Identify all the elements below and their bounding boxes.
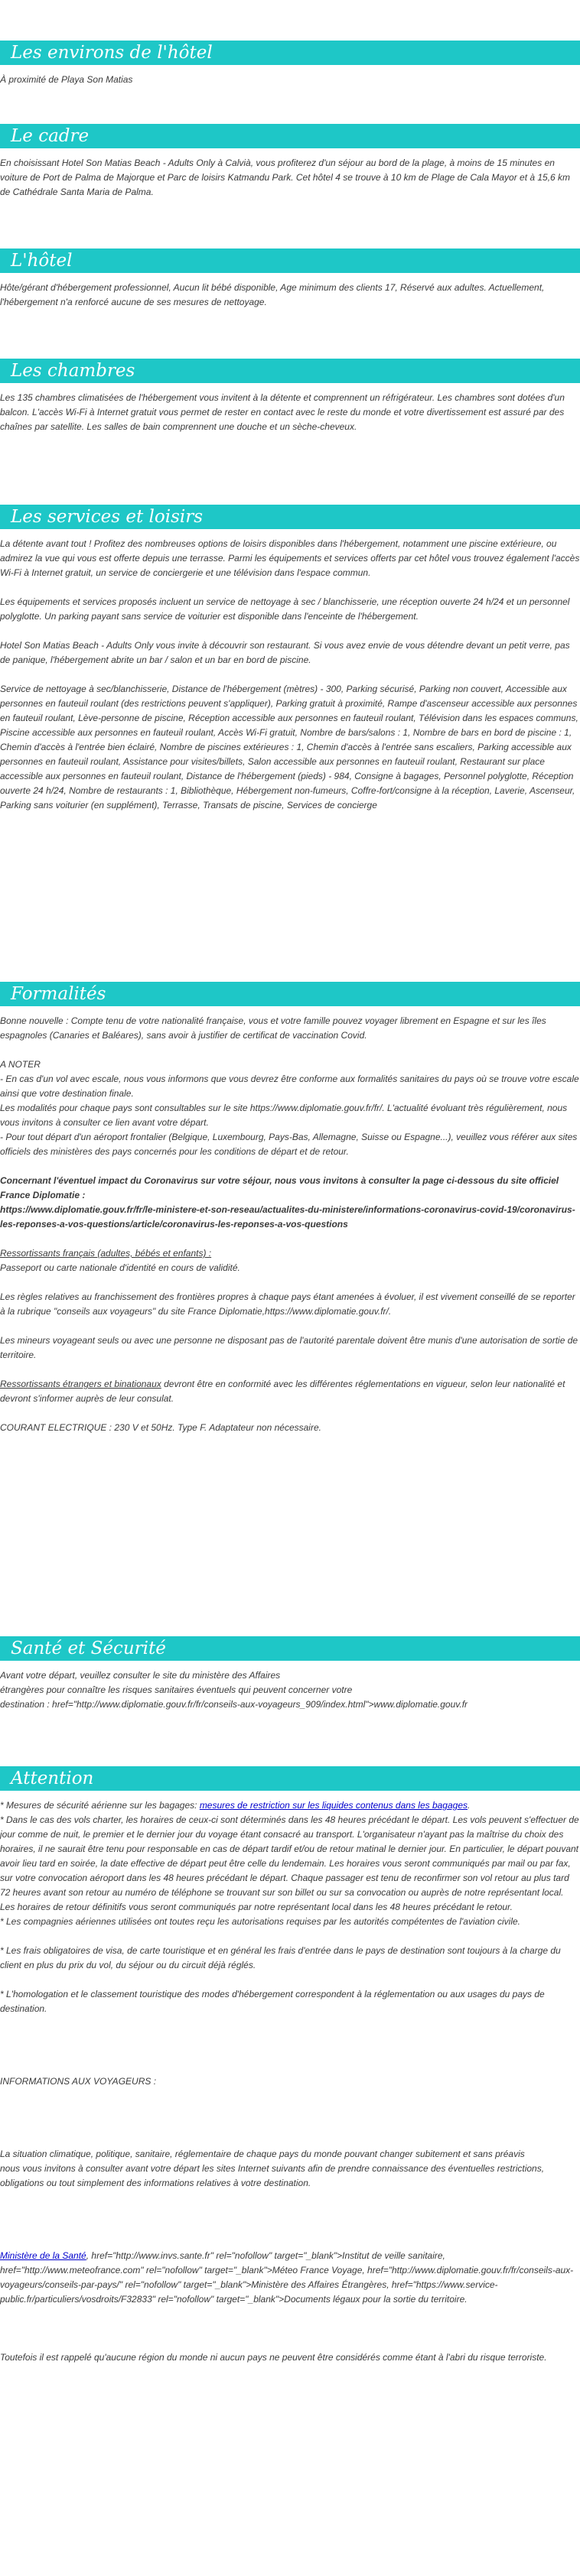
ministere-links (0, 2249, 580, 2307)
section-title: Les chambres (0, 359, 580, 383)
section-title: Santé et Sécurité (0, 1636, 580, 1661)
section-title: Les services et loisirs (0, 505, 580, 529)
attention-frais: * Les frais obligatoires de visa, de carte touristique et en général les frais d'entrée dans le pays de destination sont toujours à la charge du client en plus du prix du vol, du séjour ou du circuit déjà réglés. (0, 1945, 561, 1970)
securite-prefix: * Mesures de sécurité aérienne sur les bagages: (0, 1800, 200, 1811)
ministere-links-text: , href="http://www.invs.sante.fr" rel="nofollow" target="_blank">Institut de veille sanitaire, href="http://www.meteofrance.com" rel="nofollow" target="_blank">Méteo France Voyage, href="http://www.diplomatie.gouv.fr/fr/conseils-aux-voyageurs/conseils-par-pays/" rel="nofollow" target="_blank">Ministère des Affaires Étrangères, href="https://www.service-public.fr/particuliers/vosdroits/F32833" rel="nofollow" target="_blank">Documents légaux pour la sortie du territoire. (0, 2250, 574, 2305)
ressortissants-francais-text: Passeport ou carte nationale d'identité en cours de validité. (0, 1262, 240, 1273)
section-sante (0, 1636, 580, 1712)
situation-text: La situation climatique, politique, sanitaire, réglementaire de chaque pays du monde pouvant changer subitement et sans préavis nous vous invitons à consulter avant votre départ les sites Internet suivants afin de prendre connaissance des éventuelles restrictions, obligations ou tout simplement des informations relatives à votre destination. (0, 2149, 545, 2188)
section-text: À proximité de Playa Son Matias (0, 74, 133, 85)
a-noter-text: - En cas d'un vol avec escale, nous vous informons que vous devrez être conforme aux formalités sanitaires du pays où se trouve votre escale ainsi que votre destination finale. Les modalités pour chaque pays sont consultables sur le site https://www.diplomatie.gouv.fr/fr/. L'actualité évoluant très régulièrement, nous vous invitons à consulter ce lien avant votre départ. - Pour tout départ d'un aéroport frontalier (Belgique, Luxembourg, Pays-Bas, Allemagne, Suisse ou Espagne...), veuillez vous référer aux sites officiels des ministères des pays concernés pour les conditions de départ et de retour. (0, 1074, 579, 1157)
mineurs-notice: Les mineurs voyageant seuls ou avec une personne ne disposant pas de l'autorité parentale doivent être munis d'une autorisation de sortie de territoire. (0, 1335, 578, 1360)
ressortissants-etrangers (0, 1377, 580, 1406)
informations-voyageurs-heading: INFORMATIONS AUX VOYAGEURS : (0, 2076, 157, 2087)
services-paragraph-3: Hotel Son Matias Beach - Adults Only vous invite à découvrir son restaurant. Si vous avez envie de vous détendre devant un petit verre, pas de panique, l'hébergement abrite un bar / salon et un bar en bord de piscine. (0, 640, 570, 665)
section-hotel (0, 249, 580, 310)
section-title: Le cadre (0, 124, 580, 148)
ministere-sante-link[interactable]: Ministère de la Santé (0, 2250, 86, 2261)
courant-electrique: COURANT ELECTRIQUE : 230 V et 50Hz. Type F. Adaptateur non nécessaire. (0, 1422, 321, 1433)
attention-vols (0, 1798, 580, 1929)
ressortissants-etrangers-label: Ressortissants étrangers et binationaux (0, 1379, 161, 1389)
a-noter-heading: A NOTER (0, 1059, 41, 1070)
section-title: Les environs de l'hôtel (0, 41, 580, 65)
section-services (0, 505, 580, 813)
vols-charter-text: * Dans le cas des vols charter, les horaires de ceux-ci sont déterminés dans les 48 heures précédant le départ. Les vols peuvent s'effectuer de jour comme de nuit, le premier et le dernier jour du voyage étant consacré au transport. L'organisateur n'ayant pas la maîtrise du choix des horaires, il ne saurait être tenu pour responsable en cas de départ tardif et/ou de retour matinal le dernier jour. En particulier, le départ pouvant avoir lieu tard en soirée, la date effective de départ peut être celle du lendemain. Les horaires vous seront communiqués par mail ou par fax, sur votre convocation aéroport dans les 48 heures précédant le départ. Chaque passager est tenu de reconfirmer son vol retour au plus tard 72 heures avant son retour au numéro de téléphone se trouvant sur son billet ou sur sa convocation ou auprès de notre représentant local. Les horaires de retour définitifs vous seront communiqués par notre représentant local dans les 48 heures précédant le retour. * Les compagnies aériennes utilisées ont toutes reçu les autorisations requises par les autorités compétentes de l'aviation civile. (0, 1814, 579, 1927)
section-attention (0, 1766, 580, 2365)
liquides-restriction-link[interactable]: mesures de restriction sur les liquides contenus dans les bagages (199, 1800, 468, 1811)
ressortissants-francais-label: Ressortissants français (adultes, bébés et enfants) : (0, 1248, 212, 1259)
terrorisme-notice: Toutefois il est rappelé qu'aucune région du monde ni aucun pays ne peuvent être considérés comme étant à l'abri du risque terroriste. (0, 2352, 547, 2363)
section-text: Hôte/gérant d'hébergement professionnel, Aucun lit bébé disponible, Age minimum des clients 17, Réservé aux adultes. Actuellement, l'hébergement n'a renforcé aucune de ses mesures de nettoyage. (0, 282, 545, 307)
section-formalites (0, 982, 580, 1435)
services-paragraph-2: Les équipements et services proposés incluent un service de nettoyage à sec / blanchisserie, une réception ouverte 24 h/24 et un personnel polyglotte. Un parking payant sans service de voiturier est disponible dans l'enceinte de l'hébergement. (0, 596, 570, 622)
section-title: Attention (0, 1766, 580, 1791)
section-text: Les 135 chambres climatisées de l'hébergement vous invitent à la détente et comprennent un réfrigérateur. Les chambres sont dotées d'un balcon. L'accès Wi-Fi à Internet gratuit vous permet de rester en contact avec le reste du monde et votre divertissement est assuré par des chaînes par satellite. Les salles de bain comprennent une douche et un sèche-cheveux. (0, 392, 565, 432)
section-title: L'hôtel (0, 249, 580, 273)
section-cadre (0, 124, 580, 200)
services-amenities-list: Service de nettoyage à sec/blanchisserie, Distance de l'hébergement (mètres) - 300, Parking sécurisé, Parking non couvert, Accessible aux personnes en fauteuil roulant (des restrictions peuvent s'appliquer), Parking gratuit à proximité, Rampe d'ascenseur accessible aux personnes en fauteuil roulant, Lève-personne de piscine, Réception accessible aux personnes en fauteuil roulant, Télévision dans les espaces communs, Piscine accessible aux personnes en fauteuil roulant, Accès Wi-Fi gratuit, Nombre de bars/salons : 1, Nombre de bars en bord de piscine : 1, Chemin d'accès à l'entrée bien éclairé, Nombre de piscines extérieures : 1, Chemin d'accès à l'entrée sans escaliers, Parking accessible aux personnes en fauteuil roulant, Assistance pour visites/billets, Salon accessible aux personnes en fauteuil roulant, Restaurant sur place accessible aux personnes en fauteuil roulant, Distance de l'hébergement (pieds) - 984, Consigne à bagages, Personnel polyglotte, Réception ouverte 24 h/24, Nombre de restaurants : 1, Bibliothèque, Hébergement non-fumeurs, Coffre-fort/consigne à la réception, Laverie, Ascenseur, Parking sans voiturier (en supplément), Terrasse, Transats de piscine, Services de concierge (0, 684, 578, 810)
regles-frontieres: Les règles relatives au franchissement des frontières propres à chaque pays étant amenées à évoluer, il est vivement conseillé de se reporter à la rubrique "conseils aux voyageurs" du site France Diplomatie,https://www.diplomatie.gouv.fr/. (0, 1291, 575, 1317)
section-chambres (0, 359, 580, 434)
services-paragraph-1: La détente avant tout ! Profitez des nombreuses options de loisirs disponibles dans l'hébergement, notamment une piscine extérieure, ou admirez la vue qui vous est offerte depuis une terrasse. Parmi les équipements et services offerts par cet hôtel vous trouvez également l'accès Wi-Fi à Internet gratuit, un service de conciergerie et une télévision dans l'espace commun. (0, 538, 580, 578)
formalites-intro: Bonne nouvelle : Compte tenu de votre nationalité française, vous et votre famille pouvez voyager librement en Espagne et sur les îles espagnoles (Canaries et Baléares), sans avoir à justifier de certificat de vaccination Covid. (0, 1015, 546, 1041)
formalites-a-noter (0, 1057, 580, 1159)
ressortissants-francais (0, 1246, 580, 1275)
section-text: En choisissant Hotel Son Matias Beach - Adults Only à Calvià, vous profiterez d'un séjour au bord de la plage, à moins de 15 minutes en voiture de Port de Palma de Majorque et Parc de loisirs Katmandu Park. Cet hôtel 4 se trouve à 10 km de Plage de Cala Mayor et à 15,6 km de Cathédrale Santa Maria de Palma. (0, 158, 571, 197)
ressortissants-etrangers-text: devront être en conformité avec les différentes réglementations en vigueur, selon leur nationalité et devront s'informer auprès de leur consulat. (0, 1379, 565, 1404)
coronavirus-notice: Concernant l'éventuel impact du Coronavirus sur votre séjour, nous vous invitons à consulter la page ci-dessous du site officiel France Diplomatie : https://www.diplomatie.gouv.fr/fr/le-ministere-et-son-reseau/actualites-du-ministere/informations-coronavirus-covid-19/coronavirus-les-reponses-a-vos-questions/article/coronavirus-les-reponses-a-vos-questions (0, 1175, 575, 1230)
section-title: Formalités (0, 982, 580, 1006)
attention-homologation: * L'homologation et le classement touristique des modes d'hébergement correspondent à la réglementation ou aux usages du pays de destination. (0, 1989, 545, 2014)
securite-suffix: . (468, 1800, 471, 1811)
section-environs (0, 41, 580, 87)
section-text: Avant votre départ, veuillez consulter le site du ministère des Affaires étrangères pour connaître les risques sanitaires éventuels qui peuvent concerner votre destination : href="http://www.diplomatie.gouv.fr/fr/conseils-aux-voyageurs_909/index.html">www.diplomatie.gouv.fr (0, 1670, 468, 1710)
